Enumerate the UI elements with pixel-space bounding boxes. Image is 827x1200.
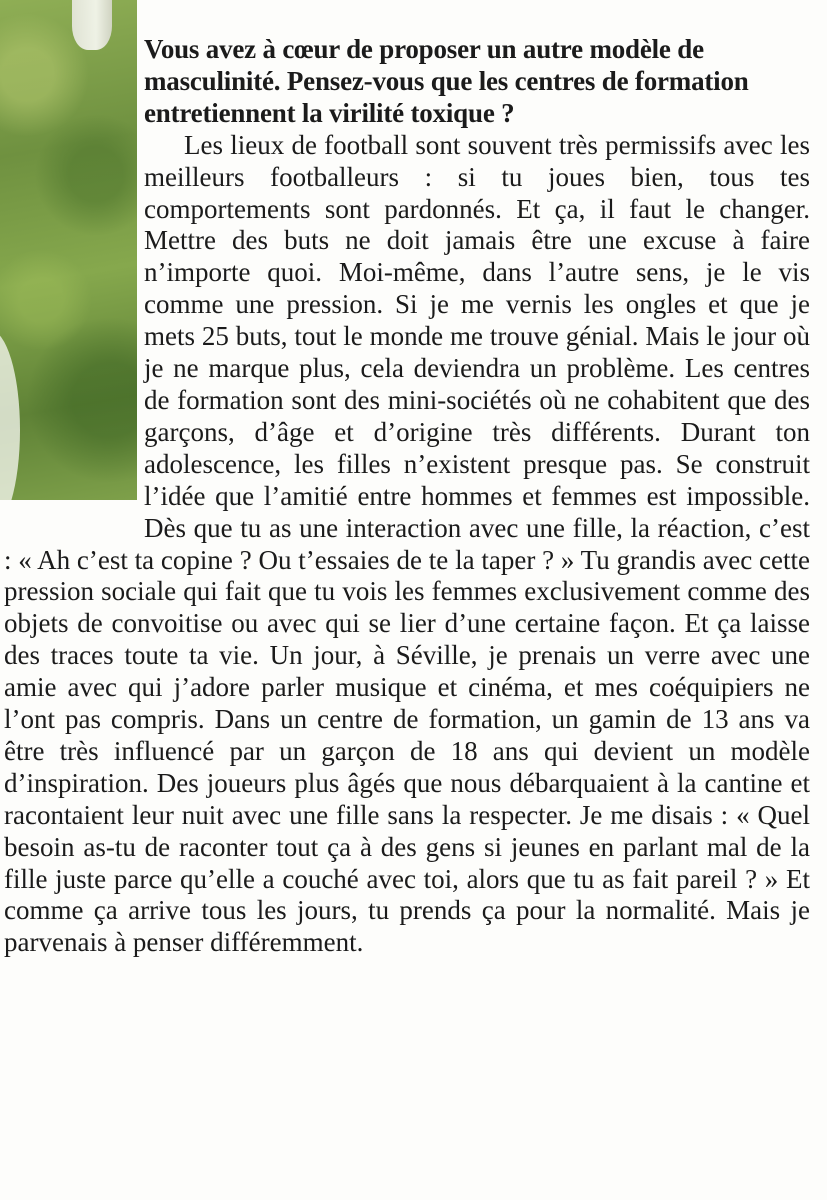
photo-text-wrap-space (4, 34, 144, 524)
interview-answer: Les lieux de football sont souvent très permissifs avec les meilleurs footballeurs : si tu joues bien, tous tes comportements sont pardonnés. Et ça, il faut le changer. Mettre des buts ne doit jamais être une excuse à faire n’importe quoi. Moi-même, dans l’autre sens, je le vis comme une pression. Si je me vernis les ongles et que je mets 25 buts, tout le monde me trouve génial. Mais le jour où je ne marque plus, cela deviendra un problème. Les centres de formation sont des mini-sociétés où ne cohabitent que des garçons, d’âge et d’origine très différents. Durant ton adolescence, les filles n’existent presque pas. Se construit l’idée que l’amitié entre hommes et femmes est impossible. Dès que tu as une interaction avec une fille, la réaction, c’est : « Ah c’est ta copine ? Ou t’essaies de te la taper ? » Tu grandis avec cette pression sociale qui fait que tu vois les femmes exclusivement comme des objets de convoitise ou avec qui se lier d’une certaine façon. Et ça laisse des traces toute ta vie. Un jour, à Séville, je prenais un verre avec une amie avec qui j’adore parler musique et cinéma, et mes coéquipiers ne l’ont pas compris. Dans un centre de formation, un gamin de 13 ans va être très influencé par un garçon de 18 ans qui devient un modèle d’inspiration. Des joueurs plus âgés que nous débarquaient à la cantine et racontaient leur nuit avec une fille sans la respecter. Je me disais : « Quel besoin as-tu de raconter tout ça à des gens si jeunes en parlant mal de la fille juste parce qu’elle a couché avec toi, alors que tu as fait pareil ? » Et comme ça arrive tous les jours, tu prends ça pour la normalité. Mais je parvenais à penser différemment. (4, 129, 810, 958)
interview-question: Vous avez à cœur de proposer un autre modèle de masculinité. Pensez-vous que les centres de formation entretiennent la virilité toxique ? (144, 34, 749, 128)
interview-article (4, 34, 810, 959)
